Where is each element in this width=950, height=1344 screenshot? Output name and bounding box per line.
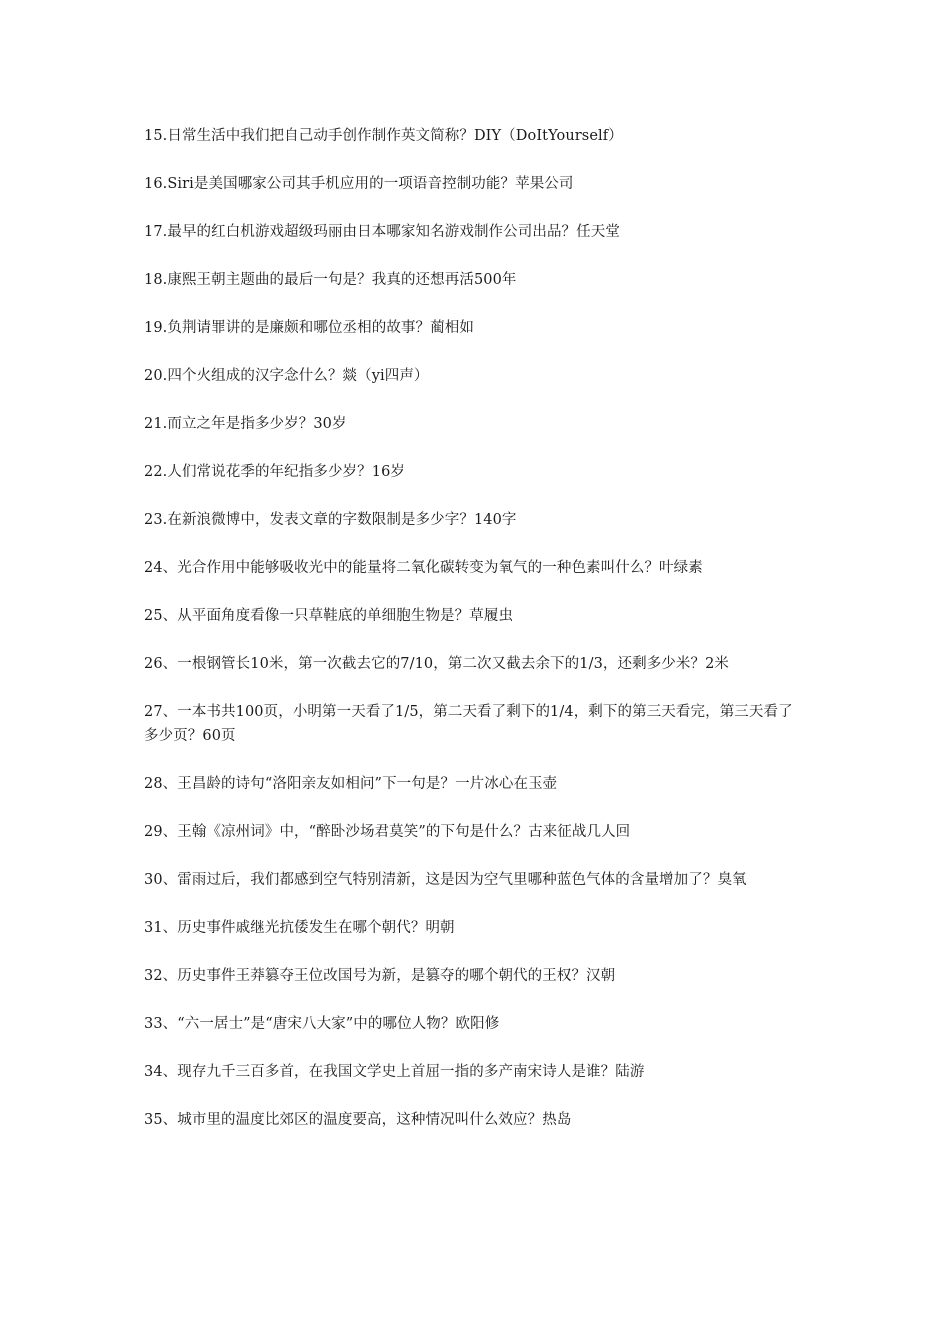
question-item: 35、城市里的温度比郊区的温度要高，这种情况叫什么效应？热岛	[144, 1112, 572, 1128]
question-item: 24、光合作用中能够吸收光中的能量将二氧化碳转变为氧气的一种色素叫什么？叶绿素	[144, 560, 703, 576]
question-item: 32、历史事件王莽篡夺王位改国号为新，是篡夺的哪个朝代的王权？汉朝	[144, 968, 616, 984]
question-item: 21.而立之年是指多少岁？30岁	[144, 416, 347, 432]
question-item: 34、现存九千三百多首，在我国文学史上首屈一指的多产南宋诗人是谁？陆游	[144, 1064, 645, 1080]
question-item: 18.康熙王朝主题曲的最后一句是？我真的还想再活500年	[144, 272, 517, 288]
question-item: 27、一本书共100页，小明第一天看了1/5，第二天看了剩下的1/4，剩下的第三天看完，第三天看了多少页？60页	[144, 704, 793, 744]
question-item: 30、雷雨过后，我们都感到空气特别清新，这是因为空气里哪种蓝色气体的含量增加了？臭氧	[144, 872, 747, 888]
question-item: 31、历史事件戚继光抗倭发生在哪个朝代？明朝	[144, 920, 455, 936]
question-list	[144, 124, 804, 1132]
question-item: 33、“六一居士”是“唐宋八大家”中的哪位人物？欧阳修	[144, 1016, 500, 1032]
question-item: 22.人们常说花季的年纪指多少岁？16岁	[144, 464, 406, 480]
question-item: 25、从平面角度看像一只草鞋底的单细胞生物是？草履虫	[144, 608, 514, 624]
question-item: 19.负荆请罪讲的是廉颇和哪位丞相的故事？蔺相如	[144, 320, 474, 336]
question-item: 28、王昌龄的诗句“洛阳亲友如相问”下一句是？一片冰心在玉壶	[144, 776, 558, 792]
question-item: 17.最早的红白机游戏超级玛丽由日本哪家知名游戏制作公司出品？任天堂	[144, 224, 620, 240]
question-item: 23.在新浪微博中，发表文章的字数限制是多少字？140字	[144, 512, 517, 528]
question-item: 16.Siri是美国哪家公司其手机应用的一项语音控制功能？苹果公司	[144, 176, 574, 192]
question-item: 20.四个火组成的汉字念什么？燚（yi四声）	[144, 368, 429, 384]
question-item: 15.日常生活中我们把自己动手创作制作英文简称？DIY（DoItYourself）	[144, 128, 623, 144]
question-item: 26、一根钢管长10米，第一次截去它的7/10，第二次又截去余下的1/3，还剩多少米？2米	[144, 656, 730, 672]
question-item: 29、王翰《凉州词》中，“醉卧沙场君莫笑”的下句是什么？古来征战几人回	[144, 824, 631, 840]
